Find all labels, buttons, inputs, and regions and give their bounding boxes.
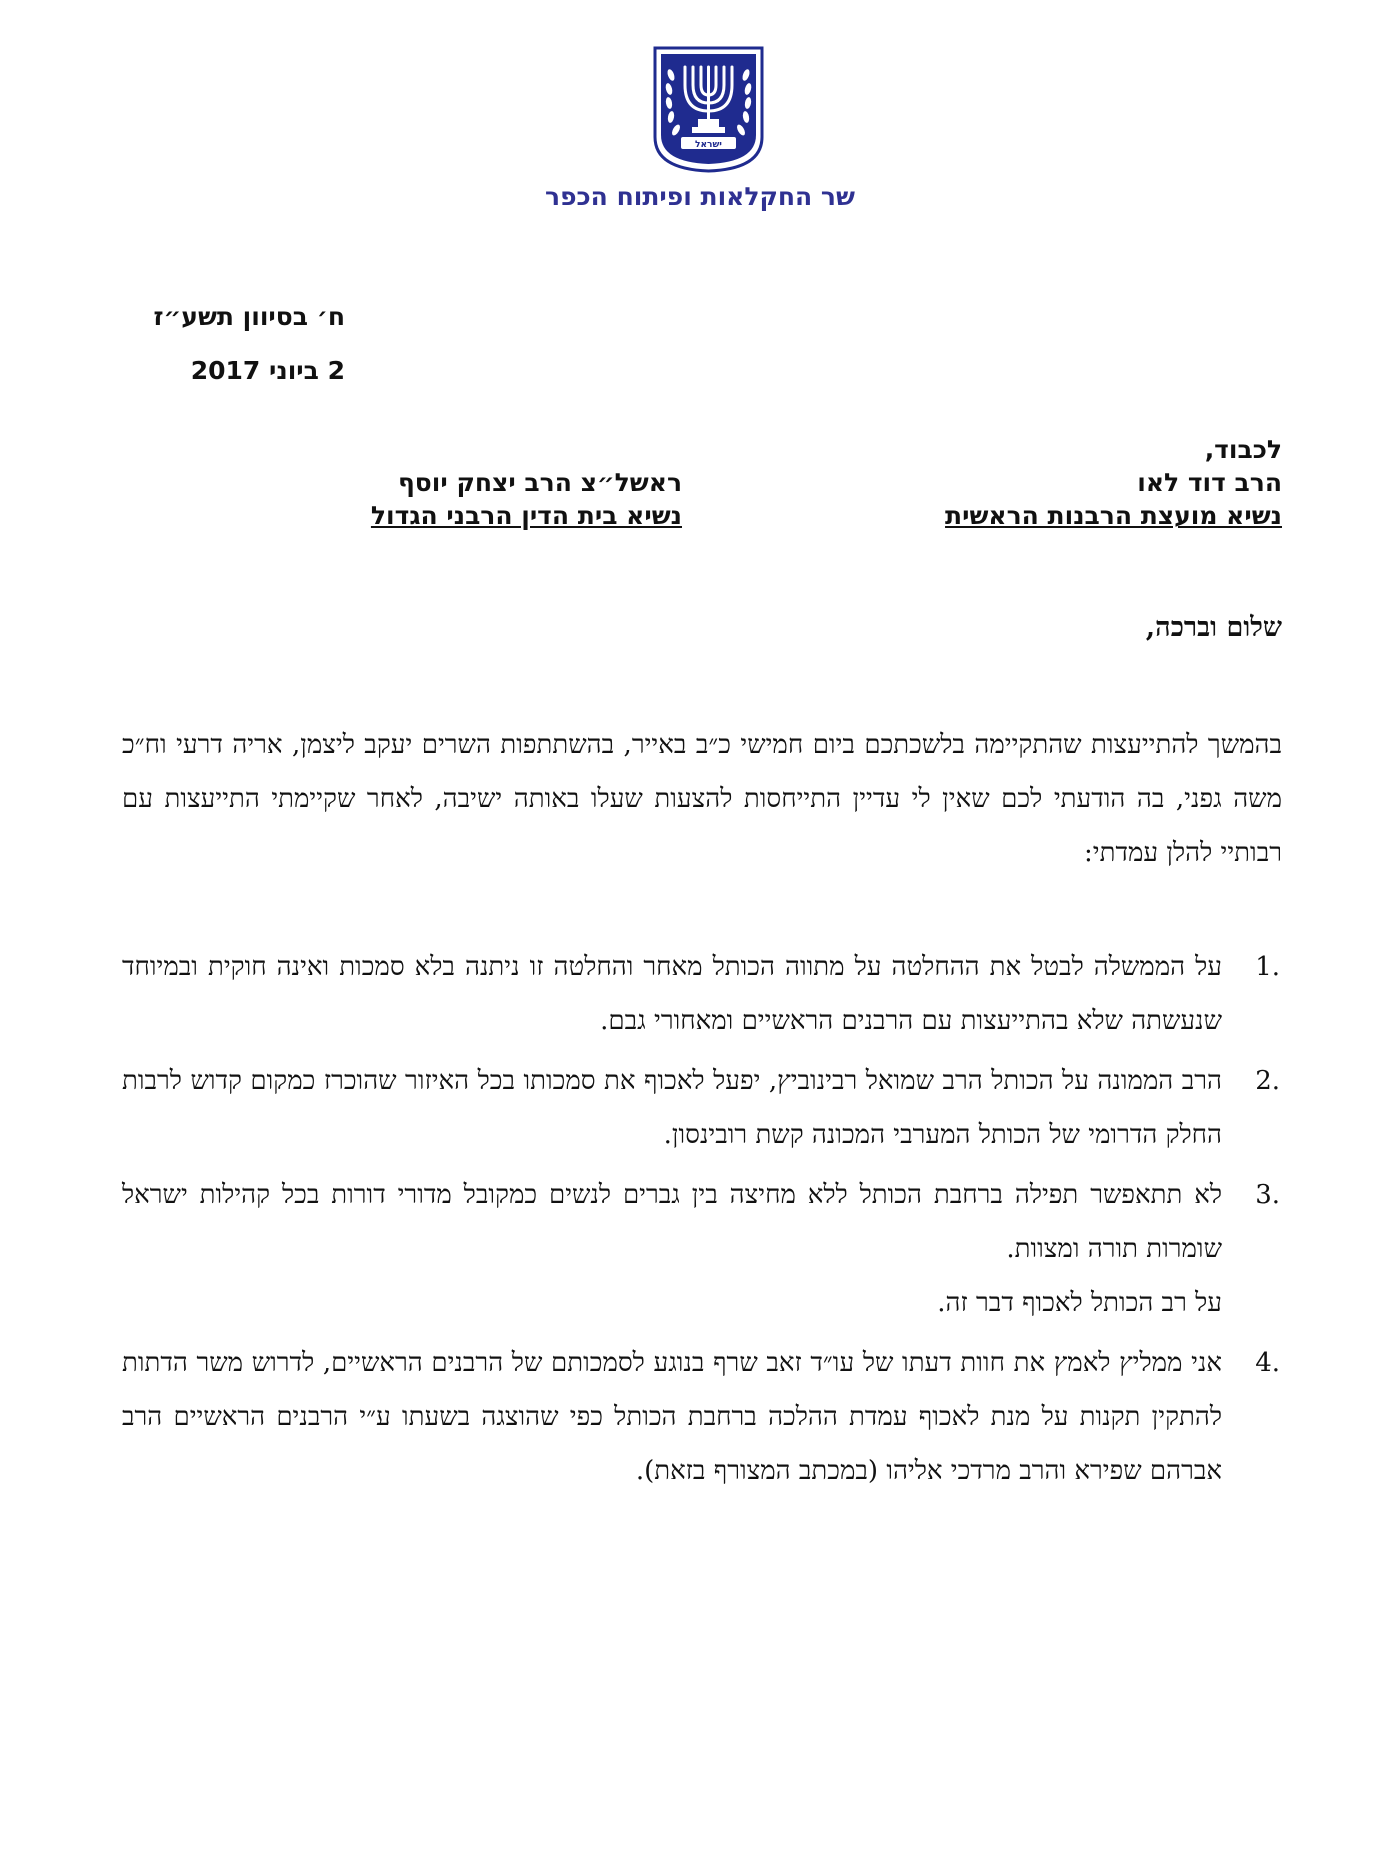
gregorian-date: 2 ביוני 2017 — [190, 356, 345, 385]
salutation: לכבוד, — [1204, 435, 1282, 464]
emblem-lettering: ישראל — [695, 140, 722, 150]
recipient-left-title: נשיא בית הדין הרבני הגדול — [370, 501, 682, 530]
recipient-right-title: נשיא מועצת הרבנות הראשית — [945, 501, 1282, 530]
greeting: שלום וברכה, — [1145, 612, 1282, 643]
intro-paragraph: בהמשך להתייעצות שהתקיימה בלשכתכם ביום חמישי כ״ב באייר, בהשתתפות השרים יעקב ליצמן, אריה דרעי וח״כ משה גפני, בה הודעתי לכם שאין לי עדיין התייחסות להצעות שעלו באותה ישיבה, לאחר שקיימתי התייעצות עם רבותיי להלן עמדתי: — [122, 730, 1282, 868]
recipient-left — [232, 466, 682, 532]
ministry-title: שר החקלאות ופיתוח הכפר — [545, 182, 855, 211]
list-item-subline: על רב הכותל לאכוף דבר זה. — [937, 1288, 1222, 1318]
list-item-text: על הממשלה לבטל את ההחלטה על מתווה הכותל מאחר והחלטה זו ניתנה בלא סמכות ואינה חוקית ובמיוחד שנעשתה שלא בהתייעצות עם הרבנים הראשיים ומאחורי גבם. — [122, 952, 1222, 1036]
state-emblem-icon — [651, 45, 766, 173]
recipient-left-name: ראשל״צ הרב יצחק יוסף — [397, 468, 682, 497]
list-item-number: 2. — [1255, 1066, 1280, 1096]
hebrew-date: ח׳ בסיוון תשע״ז — [153, 302, 345, 331]
numbered-list — [122, 940, 1282, 1504]
list-item-text: לא תתאפשר תפילה ברחבת הכותל ללא מחיצה בין גברים לנשים כמקובל מדורי דורות בכל קהילות ישראל שומרות תורה ומצוות. — [122, 1180, 1222, 1264]
date-block — [125, 290, 345, 398]
list-item — [122, 1054, 1282, 1162]
list-item-number: 1. — [1255, 952, 1280, 982]
list-item — [122, 940, 1282, 1048]
list-item — [122, 1336, 1282, 1498]
recipient-right-name: הרב דוד לאו — [1137, 468, 1282, 497]
list-item-number: 4. — [1255, 1348, 1280, 1378]
list-item-number: 3. — [1255, 1180, 1280, 1210]
list-item-text: אני ממליץ לאמץ את חוות דעתו של עו״ד זאב שרף בנוגע לסמכותם של הרבנים הראשיים, לדרוש משר הדתות להתקין תקנות על מנת לאכוף עמדת ההלכה ברחבת הכותל כפי שהוצגה בשעתו ע״י הרבנים הראשיים הרב אברהם שפירא והרב מרדכי אליהו (במכתב המצורף בזאת). — [122, 1348, 1222, 1486]
list-item — [122, 1168, 1282, 1330]
list-item-text: הרב הממונה על הכותל הרב שמואל רבינוביץ, יפעל לאכוף את סמכותו בכל האיזור שהוכרז כמקום קדוש לרבות החלק הדרומי של הכותל המערבי המכונה קשת רובינסון. — [122, 1066, 1222, 1150]
recipient-right — [832, 433, 1282, 532]
